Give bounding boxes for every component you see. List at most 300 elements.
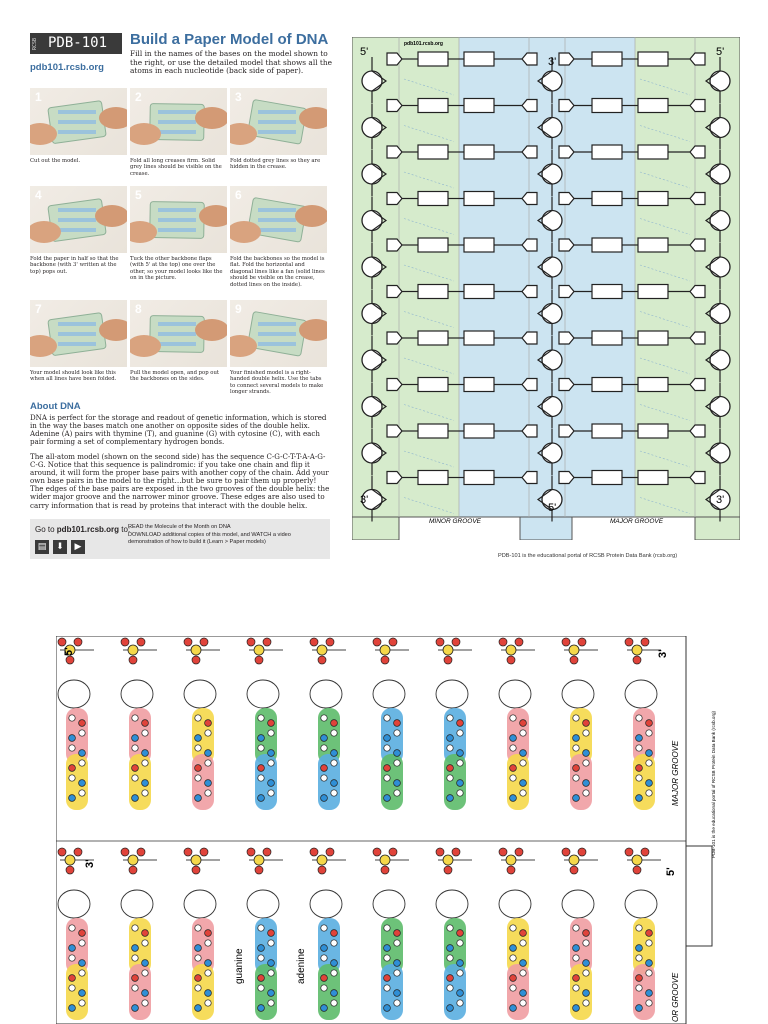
base-box — [638, 192, 668, 206]
step-number: 4 — [35, 188, 42, 202]
carbon-atom — [321, 715, 327, 721]
sugar-circle — [362, 211, 382, 231]
download-icon[interactable]: ⬇ — [53, 540, 67, 554]
nitrogen-atom — [268, 960, 275, 967]
oxygen-atom — [457, 930, 464, 937]
nitrogen-atom — [79, 780, 86, 787]
nitrogen-atom — [79, 960, 86, 967]
carbon-atom — [331, 970, 337, 976]
sugar-ring — [625, 890, 657, 918]
base-box — [638, 331, 668, 345]
phosphorus-atom — [380, 645, 390, 655]
nitrogen-atom — [79, 990, 86, 997]
goto-list — [128, 524, 326, 547]
carbon-atom — [205, 940, 211, 946]
phosphorus-atom — [380, 855, 390, 865]
folding-hands-photo — [230, 186, 327, 253]
step-number: 5 — [135, 188, 142, 202]
nitrogen-atom — [510, 1005, 517, 1012]
nitrogen-atom — [69, 795, 76, 802]
nitrogen-atom — [457, 960, 464, 967]
carbon-atom — [321, 775, 327, 781]
step-number: 9 — [235, 302, 242, 316]
base-box — [592, 52, 622, 66]
folding-hands-photo — [230, 88, 327, 155]
sugar-ring — [247, 890, 279, 918]
carbon-atom — [384, 925, 390, 931]
base-box — [638, 238, 668, 252]
nitrogen-atom — [142, 990, 149, 997]
nitrogen-atom — [195, 795, 202, 802]
oxygen-atom — [66, 866, 74, 874]
base-box — [418, 145, 448, 159]
carbon-atom — [331, 790, 337, 796]
nitrogen-atom — [646, 990, 653, 997]
sugar-circle — [362, 350, 382, 370]
oxygen-atom — [452, 638, 460, 646]
base-box — [464, 52, 494, 66]
oxygen-atom — [394, 930, 401, 937]
carbon-atom — [447, 955, 453, 961]
oxygen-atom — [205, 720, 212, 727]
carbon-atom — [258, 955, 264, 961]
five-prime-bottom: 5' — [548, 502, 557, 514]
carbon-atom — [646, 790, 652, 796]
book-icon[interactable]: ▤ — [35, 540, 49, 554]
oxygen-atom — [562, 638, 570, 646]
nitrogen-atom — [510, 795, 517, 802]
oxygen-atom — [562, 848, 570, 856]
base-box — [418, 238, 448, 252]
five-prime-top-left: 5' — [63, 647, 75, 656]
phosphorus-atom — [506, 645, 516, 655]
sugar-ring — [436, 890, 468, 918]
base-box — [592, 331, 622, 345]
carbon-atom — [79, 1000, 85, 1006]
oxygen-atom — [633, 656, 641, 664]
about-heading: About DNA — [30, 401, 81, 412]
carbon-atom — [394, 730, 400, 736]
oxygen-atom — [132, 975, 139, 982]
carbon-atom — [132, 955, 138, 961]
goto-site-link[interactable]: pdb101.rcsb.org — [56, 525, 120, 534]
side-credit: PDB-101 is the educational portal of RCSB Protein Data Bank (rcsb.org) — [711, 710, 716, 858]
sugar-circle — [362, 397, 382, 417]
base-box — [638, 52, 668, 66]
oxygen-atom — [321, 765, 328, 772]
phosphorus-atom — [443, 855, 453, 865]
oxygen-atom — [142, 930, 149, 937]
left-tab — [352, 517, 399, 540]
carbon-atom — [132, 925, 138, 931]
base-box — [638, 145, 668, 159]
step-number: 8 — [135, 302, 142, 316]
nitrogen-atom — [331, 750, 338, 757]
model-site-label: pdb101.rcsb.org — [404, 41, 443, 47]
phosphorus-atom — [317, 645, 327, 655]
oxygen-atom — [507, 656, 515, 664]
nitrogen-atom — [331, 960, 338, 967]
step-2 — [130, 88, 227, 177]
nitrogen-atom — [205, 990, 212, 997]
sugar-circle — [542, 211, 562, 231]
carbon-atom — [142, 760, 148, 766]
nitrogen-atom — [583, 960, 590, 967]
carbon-atom — [79, 730, 85, 736]
nitrogen-atom — [646, 960, 653, 967]
nitrogen-atom — [268, 990, 275, 997]
oxygen-atom — [137, 848, 145, 856]
oxygen-atom — [447, 765, 454, 772]
nitrogen-atom — [195, 945, 202, 952]
three-prime-right: 3' — [716, 494, 725, 506]
five-prime-left: 5' — [360, 46, 369, 58]
carbon-atom — [142, 940, 148, 946]
base-box — [592, 285, 622, 299]
oxygen-atom — [200, 638, 208, 646]
oxygen-atom — [641, 638, 649, 646]
phosphorus-atom — [569, 645, 579, 655]
carbon-atom — [520, 970, 526, 976]
nitrogen-atom — [457, 750, 464, 757]
nitrogen-atom — [195, 1005, 202, 1012]
base-box — [418, 99, 448, 113]
folding-hands-photo — [130, 186, 227, 253]
nitrogen-atom — [394, 960, 401, 967]
oxygen-atom — [499, 848, 507, 856]
oxygen-atom — [268, 930, 275, 937]
oxygen-atom — [310, 848, 318, 856]
base-box — [592, 99, 622, 113]
carbon-atom — [195, 745, 201, 751]
nitrogen-atom — [520, 780, 527, 787]
carbon-atom — [321, 985, 327, 991]
oxygen-atom — [331, 720, 338, 727]
oxygen-atom — [129, 866, 137, 874]
sugar-circle — [542, 118, 562, 138]
oxygen-atom — [573, 975, 580, 982]
nitrogen-atom — [520, 750, 527, 757]
step-caption: Tuck the other backbone flaps (with 5' at the top) one over the other, so your model looks like the on in the picture. — [130, 256, 223, 282]
carbon-atom — [510, 985, 516, 991]
carbon-atom — [79, 760, 85, 766]
nitrogen-atom — [258, 735, 265, 742]
carbon-atom — [394, 790, 400, 796]
carbon-atom — [331, 940, 337, 946]
carbon-atom — [520, 730, 526, 736]
base-box — [464, 145, 494, 159]
sugar-ring — [499, 890, 531, 918]
carbon-atom — [268, 730, 274, 736]
carbon-atom — [646, 1000, 652, 1006]
carbon-atom — [69, 985, 75, 991]
carbon-atom — [510, 775, 516, 781]
oxygen-atom — [520, 930, 527, 937]
oxygen-atom — [58, 638, 66, 646]
oxygen-atom — [69, 975, 76, 982]
carbon-atom — [195, 925, 201, 931]
oxygen-atom — [318, 656, 326, 664]
phosphorus-atom — [443, 645, 453, 655]
oxygen-atom — [310, 638, 318, 646]
oxygen-atom — [79, 720, 86, 727]
sugar-circle — [710, 118, 730, 138]
base-box — [464, 378, 494, 392]
nitrogen-atom — [457, 780, 464, 787]
oxygen-atom — [195, 765, 202, 772]
oxygen-atom — [258, 975, 265, 982]
nitrogen-atom — [69, 735, 76, 742]
base-box — [592, 378, 622, 392]
oxygen-atom — [507, 866, 515, 874]
sugar-ring — [310, 680, 342, 708]
carbon-atom — [457, 790, 463, 796]
base-box — [418, 424, 448, 438]
step-photo — [30, 186, 127, 253]
nitrogen-atom — [510, 945, 517, 952]
oxygen-atom — [436, 638, 444, 646]
step-caption: Cut out the model. — [30, 158, 81, 164]
nitrogen-atom — [321, 795, 328, 802]
nitrogen-atom — [205, 960, 212, 967]
carbon-atom — [384, 715, 390, 721]
oxygen-atom — [384, 975, 391, 982]
oxygen-atom — [510, 975, 517, 982]
phosphorus-atom — [254, 855, 264, 865]
carbon-atom — [646, 760, 652, 766]
oxygen-atom — [625, 638, 633, 646]
carbon-atom — [195, 955, 201, 961]
step-7 — [30, 300, 127, 383]
oxygen-atom — [121, 638, 129, 646]
sugar-ring — [310, 890, 342, 918]
sugar-circle — [542, 164, 562, 184]
step-caption: Fold the backbones so the model is flat. Fold the horizontal and diagonal lines like a fan (solid lines should be visible on the crease, dotted lines on the inside). — [230, 256, 325, 288]
oxygen-atom — [247, 848, 255, 856]
base-box — [638, 424, 668, 438]
sugar-circle — [362, 257, 382, 277]
oxygen-atom — [578, 638, 586, 646]
carbon-atom — [520, 1000, 526, 1006]
nitrogen-atom — [573, 795, 580, 802]
step-photo — [30, 300, 127, 367]
sugar-ring — [121, 890, 153, 918]
oxygen-atom — [255, 866, 263, 874]
step-caption: Fold the paper in half so that the backbone (with 3' written at the top) pops out. — [30, 256, 119, 275]
carbon-atom — [520, 790, 526, 796]
sugar-circle — [542, 304, 562, 324]
goto-item-download: DOWNLOAD additional copies of this model, and WATCH a video demonstration of how to build it (Learn > Paper models) — [128, 531, 291, 546]
sugar-circle — [542, 350, 562, 370]
nitrogen-atom — [205, 750, 212, 757]
step-photo — [230, 186, 327, 253]
carbon-atom — [268, 760, 274, 766]
carbon-atom — [510, 925, 516, 931]
oxygen-atom — [66, 656, 74, 664]
folding-hands-photo — [130, 300, 227, 367]
sugar-ring — [373, 890, 405, 918]
nitrogen-atom — [583, 780, 590, 787]
oxygen-atom — [79, 930, 86, 937]
oxygen-atom — [137, 638, 145, 646]
carbon-atom — [384, 745, 390, 751]
nitrogen-atom — [132, 1005, 139, 1012]
carbon-atom — [195, 775, 201, 781]
carbon-atom — [447, 925, 453, 931]
oxygen-atom — [520, 720, 527, 727]
three-prime-top: 3' — [548, 56, 557, 68]
sugar-circle — [710, 71, 730, 91]
base-box — [418, 192, 448, 206]
carbon-atom — [132, 985, 138, 991]
sugar-circle — [710, 257, 730, 277]
oxygen-atom — [389, 638, 397, 646]
carbon-atom — [69, 775, 75, 781]
sugar-ring — [184, 680, 216, 708]
oxygen-atom — [192, 866, 200, 874]
carbon-atom — [79, 970, 85, 976]
carbon-atom — [268, 940, 274, 946]
carbon-atom — [447, 985, 453, 991]
phosphorus-atom — [506, 855, 516, 865]
oxygen-atom — [373, 848, 381, 856]
sugar-circle — [542, 71, 562, 91]
carbon-atom — [321, 745, 327, 751]
carbon-atom — [331, 730, 337, 736]
right-tab — [695, 517, 740, 540]
oxygen-atom — [69, 765, 76, 772]
step-photo — [30, 88, 127, 155]
about-paragraph-2: The all-atom model (shown on the second side) has the sequence C-G-C-T-T-A-A-G-C-G. Notice that this sequence is palindromic: if you take one chain and flip it around, it will form the proper base pairs with another copy of the chain. Add your own base pairs in the model to the right…but be sure to pair them up properly! The edges of the base pairs are exposed in the two grooves of the double helix: the wider major groove and the narrower minor groove. These edges are also used to carry information that is read by proteins that interact with the double helix. — [30, 452, 330, 510]
carbon-atom — [457, 1000, 463, 1006]
phosphorus-atom — [632, 645, 642, 655]
goto-box — [30, 519, 330, 559]
nitrogen-atom — [258, 1005, 265, 1012]
step-3 — [230, 88, 327, 171]
oxygen-atom — [129, 656, 137, 664]
carbon-atom — [205, 760, 211, 766]
guanine-label: guanine — [234, 948, 245, 984]
carbon-atom — [205, 790, 211, 796]
carbon-atom — [583, 760, 589, 766]
carbon-atom — [457, 730, 463, 736]
carbon-atom — [69, 955, 75, 961]
carbon-atom — [268, 970, 274, 976]
oxygen-atom — [384, 765, 391, 772]
carbon-atom — [510, 745, 516, 751]
oxygen-atom — [570, 656, 578, 664]
step-photo — [130, 300, 227, 367]
nitrogen-atom — [258, 795, 265, 802]
oxygen-atom — [444, 866, 452, 874]
carbon-atom — [636, 715, 642, 721]
carbon-atom — [636, 775, 642, 781]
carbon-atom — [646, 940, 652, 946]
step-9 — [230, 300, 327, 396]
carbon-atom — [583, 730, 589, 736]
base-box — [464, 331, 494, 345]
oxygen-atom — [583, 930, 590, 937]
base-box — [592, 145, 622, 159]
base-box — [418, 471, 448, 485]
sugar-circle — [542, 397, 562, 417]
nitrogen-atom — [447, 795, 454, 802]
sugar-circle — [362, 164, 382, 184]
sugar-circle — [710, 443, 730, 463]
oxygen-atom — [268, 720, 275, 727]
phosphorus-atom — [65, 855, 75, 865]
step-caption: Your model should look like this when all lines have been folded. — [30, 370, 117, 383]
nitrogen-atom — [520, 990, 527, 997]
nitrogen-atom — [268, 750, 275, 757]
carbon-atom — [384, 985, 390, 991]
carbon-atom — [258, 715, 264, 721]
carbon-atom — [69, 715, 75, 721]
oxygen-atom — [381, 656, 389, 664]
sugar-circle — [362, 443, 382, 463]
nitrogen-atom — [573, 945, 580, 952]
carbon-atom — [69, 925, 75, 931]
step-6 — [230, 186, 327, 288]
oxygen-atom — [510, 765, 517, 772]
play-icon[interactable]: ▶ — [71, 540, 85, 554]
carbon-atom — [520, 760, 526, 766]
carbon-atom — [258, 985, 264, 991]
base-box — [464, 471, 494, 485]
carbon-atom — [573, 775, 579, 781]
phosphorus-atom — [191, 855, 201, 865]
nitrogen-atom — [132, 735, 139, 742]
base-box — [464, 99, 494, 113]
oxygen-atom — [74, 848, 82, 856]
oxygen-atom — [436, 848, 444, 856]
step-number: 6 — [235, 188, 242, 202]
sugar-circle — [362, 71, 382, 91]
carbon-atom — [583, 970, 589, 976]
oxygen-atom — [381, 866, 389, 874]
oxygen-atom — [58, 848, 66, 856]
phosphorus-atom — [128, 855, 138, 865]
carbon-atom — [384, 775, 390, 781]
carbon-atom — [142, 1000, 148, 1006]
carbon-atom — [268, 790, 274, 796]
base-box — [592, 238, 622, 252]
step-8 — [130, 300, 227, 383]
carbon-atom — [331, 1000, 337, 1006]
nitrogen-atom — [384, 1005, 391, 1012]
nitrogen-atom — [394, 990, 401, 997]
oxygen-atom — [258, 765, 265, 772]
nitrogen-atom — [457, 990, 464, 997]
oxygen-atom — [247, 638, 255, 646]
carbon-atom — [205, 970, 211, 976]
sugar-ring — [121, 680, 153, 708]
carbon-atom — [132, 745, 138, 751]
sugar-circle — [542, 443, 562, 463]
nitrogen-atom — [132, 795, 139, 802]
oxygen-atom — [641, 848, 649, 856]
folding-hands-photo — [30, 88, 127, 155]
carbon-atom — [258, 925, 264, 931]
oxygen-atom — [394, 720, 401, 727]
bottom-tab — [520, 517, 572, 540]
nitrogen-atom — [636, 1005, 643, 1012]
oxygen-atom — [633, 866, 641, 874]
site-url[interactable]: pdb101.rcsb.org — [30, 62, 104, 73]
sugar-ring — [562, 680, 594, 708]
oxygen-atom — [205, 930, 212, 937]
adenine-label: adenine — [296, 948, 307, 984]
